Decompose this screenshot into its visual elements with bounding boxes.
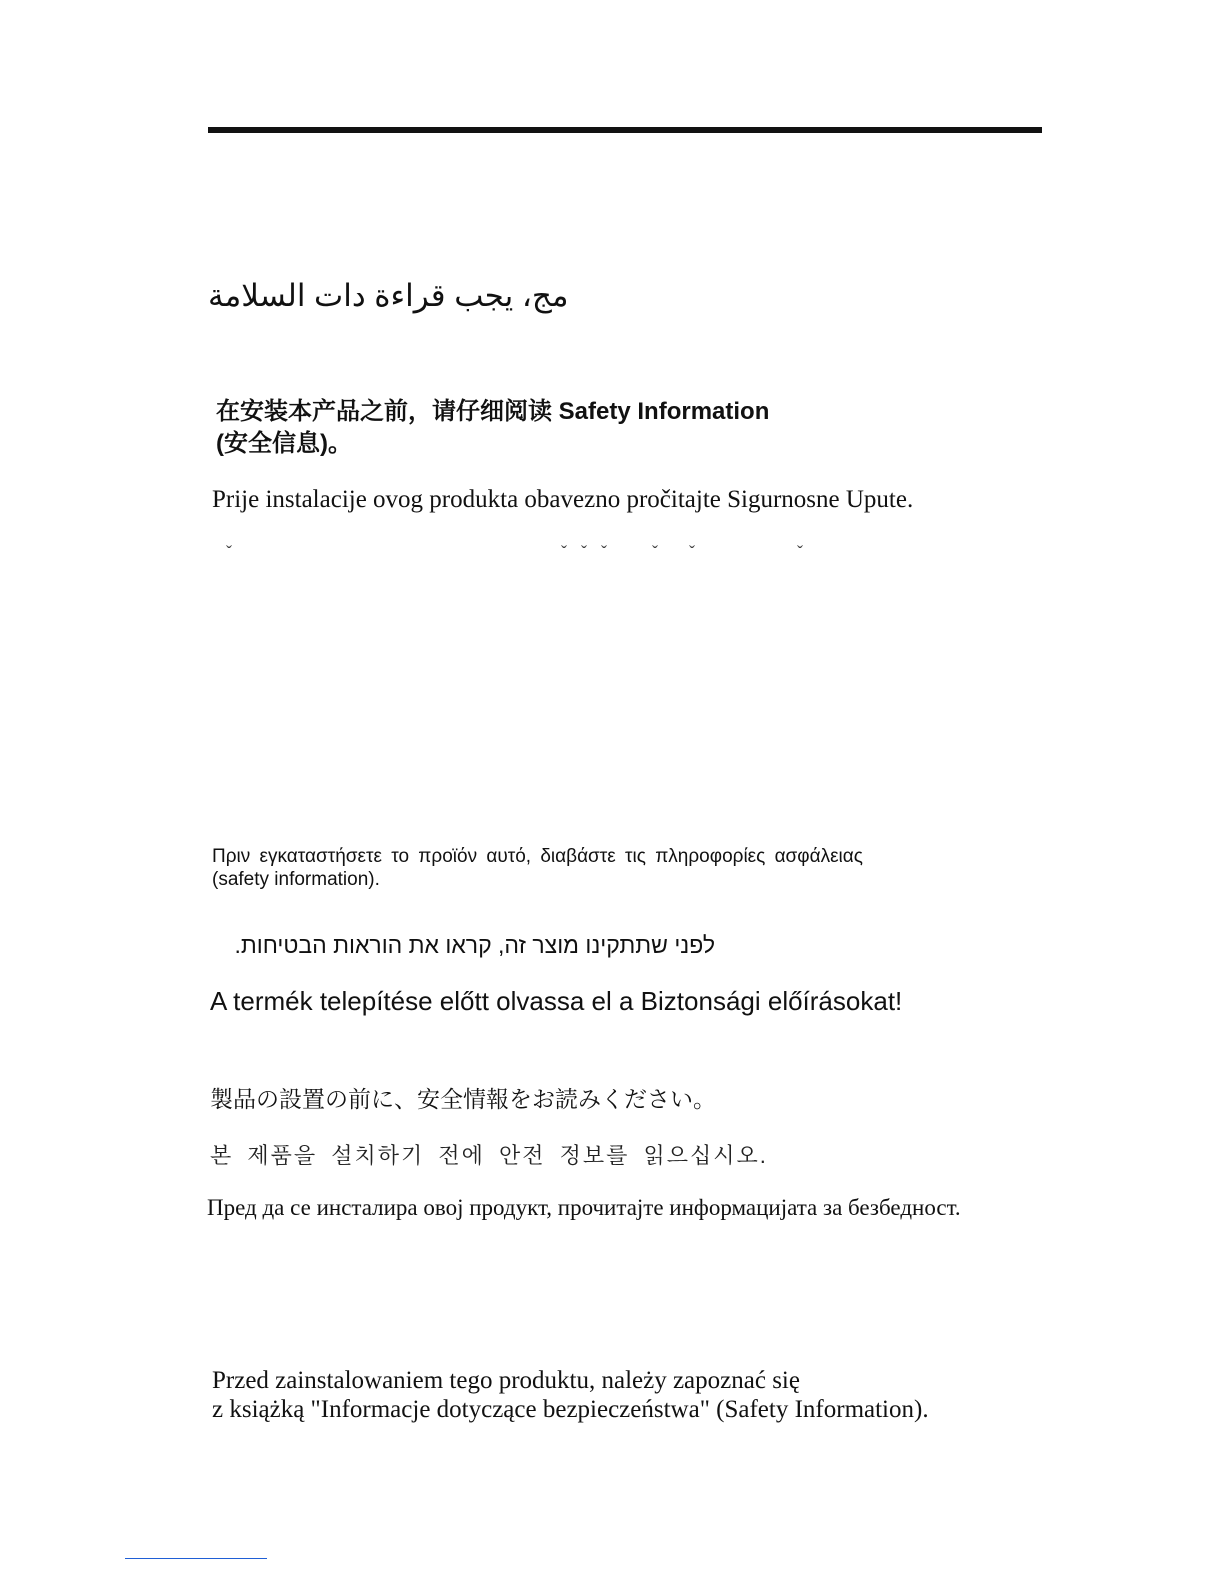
top-rule [208,127,1042,133]
czech-notice-diacritics [212,542,832,566]
greek-notice-line-1: Πριν εγκαταστήσετε το προϊόν αυτό, διαβάστε τις πληροφορίες ασφάλειας [212,846,863,867]
hungarian-notice: A termék telepítése előtt olvassa el a Biztonsági előírásokat! [210,986,903,1016]
korean-notice: 본 제품을 설치하기 전에 안전 정보를 읽으십시오. [210,1143,768,1168]
polish-notice-line-2: z książką "Informacje dotyczące bezpieczeństwa" (Safety Information). [212,1396,929,1423]
chinese-notice-line-1: 在安装本产品之前，请仔细阅读 Safety Information [216,398,770,425]
caron-mark: ˇ [797,542,803,562]
caron-mark: ˇ [226,542,232,562]
croatian-notice: Prije instalacije ovog produkta obavezno pročitajte Sigurnosne Upute. [212,486,914,513]
macedonian-notice: Пред да се инсталира овој продукт, прочитајте информацијата за безбедност. [207,1195,961,1220]
caron-mark: ˇ [601,542,607,562]
caron-mark: ˇ [561,542,567,562]
footer-link-underline [125,1558,267,1559]
caron-mark: ˇ [581,542,587,562]
caron-mark: ˇ [652,542,658,562]
polish-notice-line-1: Przed zainstalowaniem tego produktu, należy zapoznać się [212,1367,800,1394]
caron-mark: ˇ [689,542,695,562]
arabic-notice: مج، يجب قراءة دات السلامة [208,278,569,313]
chinese-notice-line-2: (安全信息)。 [216,430,352,457]
japanese-notice: 製品の設置の前に、安全情報をお読みください。 [210,1086,716,1112]
greek-notice-line-2: (safety information). [212,869,380,890]
hebrew-notice: לפני שתתקינו מוצר זה, קראו את הוראות הבטיחות. [234,932,715,958]
